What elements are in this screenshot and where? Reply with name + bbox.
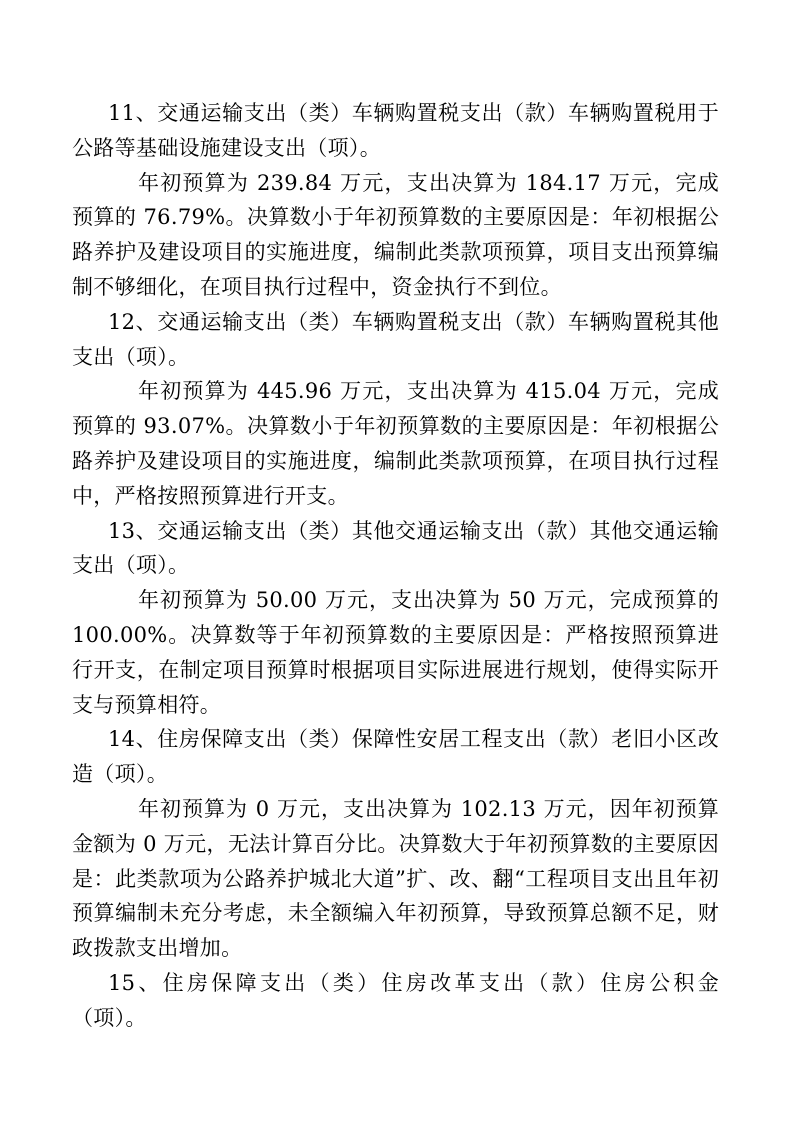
paragraph-item-11-heading: 11、交通运输支出（类）车辆购置税支出（款）车辆购置税用于公路等基础设施建设支出（项）。 (72, 101, 719, 160)
paragraph-item-14-detail: 年初预算为 0 万元，支出决算为 102.13 万元，因年初预算金额为 0 万元，无法计算百分比。决算数大于年初预算数的主要原因是：此类款项为公路养护城北大道”扩、改、翻“工程项目支出且年初预算编制未充分考虑，未全额编入年初预算，导致预算总额不足，财政拨款支出增加。 (72, 796, 719, 961)
paragraph-item-11-detail: 年初预算为 239.84 万元，支出决算为 184.17 万元，完成预算的 76.79%。决算数小于年初预算数的主要原因是：年初根据公路养护及建设项目的实施进度，编制此类款项预算，项目支出预算编制不够细化，在项目执行过程中，资金执行不到位。 (72, 170, 719, 299)
paragraph-item-13-detail: 年初预算为 50.00 万元，支出决算为 50 万元，完成预算的 100.00%。决算数等于年初预算数的主要原因是：严格按照预算进行开支，在制定项目预算时根据项目实际进展进行规划，使得实际开支与预算相符。 (72, 588, 719, 717)
paragraph-item-12-detail: 年初预算为 445.96 万元，支出决算为 415.04 万元，完成预算的 93.07%。决算数小于年初预算数的主要原因是：年初根据公路养护及建设项目的实施进度，编制此类款项预算，在项目执行过程中，严格按照预算进行开支。 (72, 379, 719, 508)
paragraph-item-15-heading: 15、住房保障支出（类）住房改革支出（款）住房公积金（项）。 (72, 970, 719, 1030)
paragraph-item-13-heading: 13、交通运输支出（类）其他交通运输支出（款）其他交通运输支出（项）。 (72, 518, 719, 578)
paragraph-item-14-heading: 14、住房保障支出（类）保障性安居工程支出（款）老旧小区改造（项）。 (72, 727, 719, 787)
paragraph-item-12-heading: 12、交通运输支出（类）车辆购置税支出（款）车辆购置税其他支出（项）。 (72, 309, 719, 369)
